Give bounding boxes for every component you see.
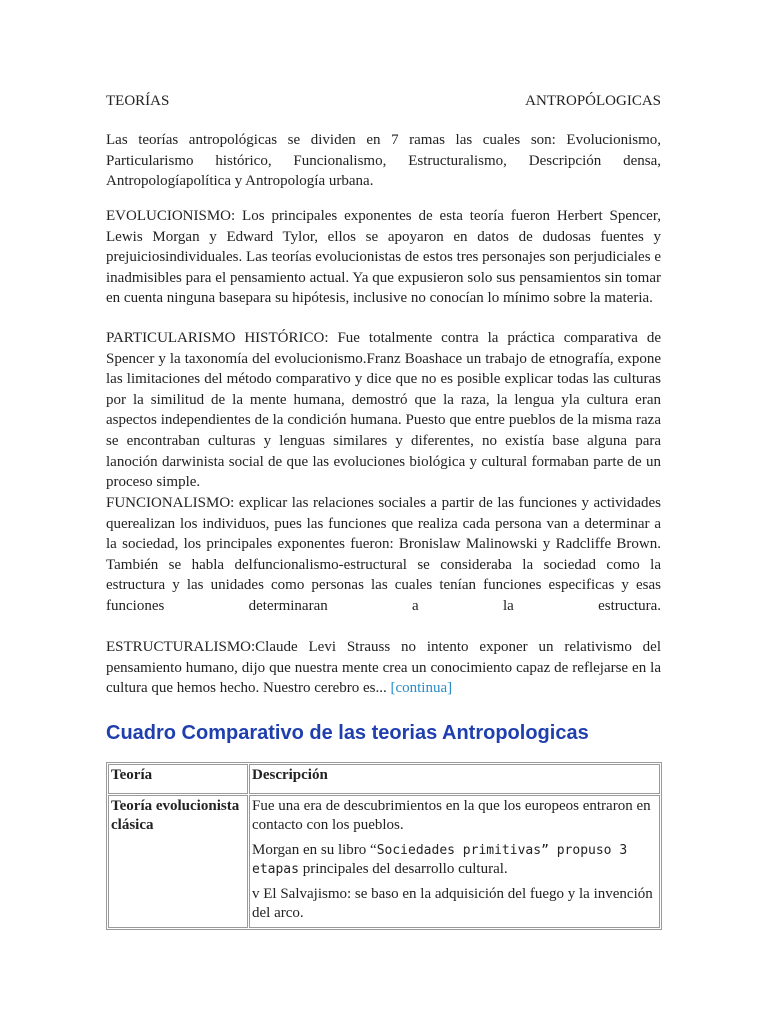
section-title: Cuadro Comparativo de las teorias Antropologicas [106, 722, 589, 744]
table-row [108, 795, 660, 928]
header-teoria: Teoría [108, 764, 248, 794]
description-line-2-c: principales del desarrollo cultural. [298, 861, 508, 877]
evolucionismo-paragraph: EVOLUCIONISMO: Los principales exponentes de esta teoría fueron Herbert Spencer, Lewis Morgan y Edward Tylor, ellos se apoyaron en datos de dudosas fuentes y prejuiciosindividuales. Las teorías evolucionistas de estos tres personajes son perjudiciales e inadmisibles para el pensamiento actual. Ya que expusieron solo sus pensamientos sin tomar en cuenta ninguna basepara su hipótesis, inclusive no conocían lo mínimo sobre la materia. [106, 208, 661, 307]
description-line-2-a: Morgan en su libro “ [252, 842, 377, 858]
title-right: ANTROPÓLOGICAS [525, 93, 661, 109]
particularismo-paragraph: PARTICULARISMO HISTÓRICO: Fue totalmente contra la práctica comparativa de Spencer y la taxonomía del evolucionismo.Franz Boashace un trabajo de etnografía, expone las limitaciones del método comparativo y dice que no es posible explicar todas las culturas por la similitud de la mente humana, demostró que la raza, la lengua yla cultura eran aspectos independientes de la condición humana. Puesto que entre pueblos de la misma raza se encontraban culturas y lenguas similares y diferentes, no existía base alguna para lanoción darwinista social de que las evoluciones biológica y cultural formaban parte de un proceso simple. [106, 330, 661, 491]
header-descripcion: Descripción [249, 764, 660, 794]
title-left: TEORÍAS [106, 93, 170, 109]
theory-cell: Teoría evolucionista clásica [108, 795, 248, 928]
estructuralismo-text: ESTRUCTURALISMO:Claude Levi Strauss no intento exponer un relativismo del pensamiento humano, dijo que nuestra mente crea un conocimiento capaz de reflejarse en la cultura que hemos hecho. Nuestro cerebro es... [106, 639, 661, 697]
description-cell [249, 795, 660, 928]
description-line-1: Fue una era de descubrimientos en la que los europeos entraron en contacto con los pueblos. [252, 798, 651, 833]
comparison-table [106, 762, 662, 930]
description-line-3: v El Salvajismo: se baso en la adquisición del fuego y la invención del arco. [252, 886, 653, 921]
intro-paragraph: Las teorías antropológicas se dividen en 7 ramas las cuales son: Evolucionismo, Particularismo histórico, Funcionalismo, Estructuralismo, Descripción densa, Antropologíapolítica y Antropología urbana. [106, 132, 661, 190]
document-title [106, 91, 661, 112]
funcionalismo-paragraph: FUNCIONALISMO: explicar las relaciones sociales a partir de las funciones y actividades querealizan los individuos, pues las funciones que realiza cada persona van a determinar a la sociedad, los principales exponentes fueron: Bronislaw Malinowski y Radcliffe Brown. También se habla delfuncionalismo-estructural se consideraba la sociedad como la estructura y las unidades como personas las cuales tenían funciones especificas y esas funciones determinaran a la estructura. [106, 495, 661, 614]
estructuralismo-paragraph [106, 637, 661, 699]
table-header-row [108, 764, 660, 794]
description-line-2-b: Sociedades primitivas” propuso 3 etapas [252, 843, 628, 877]
description-line-2 [252, 841, 657, 879]
continue-link[interactable]: [continua] [390, 680, 453, 697]
